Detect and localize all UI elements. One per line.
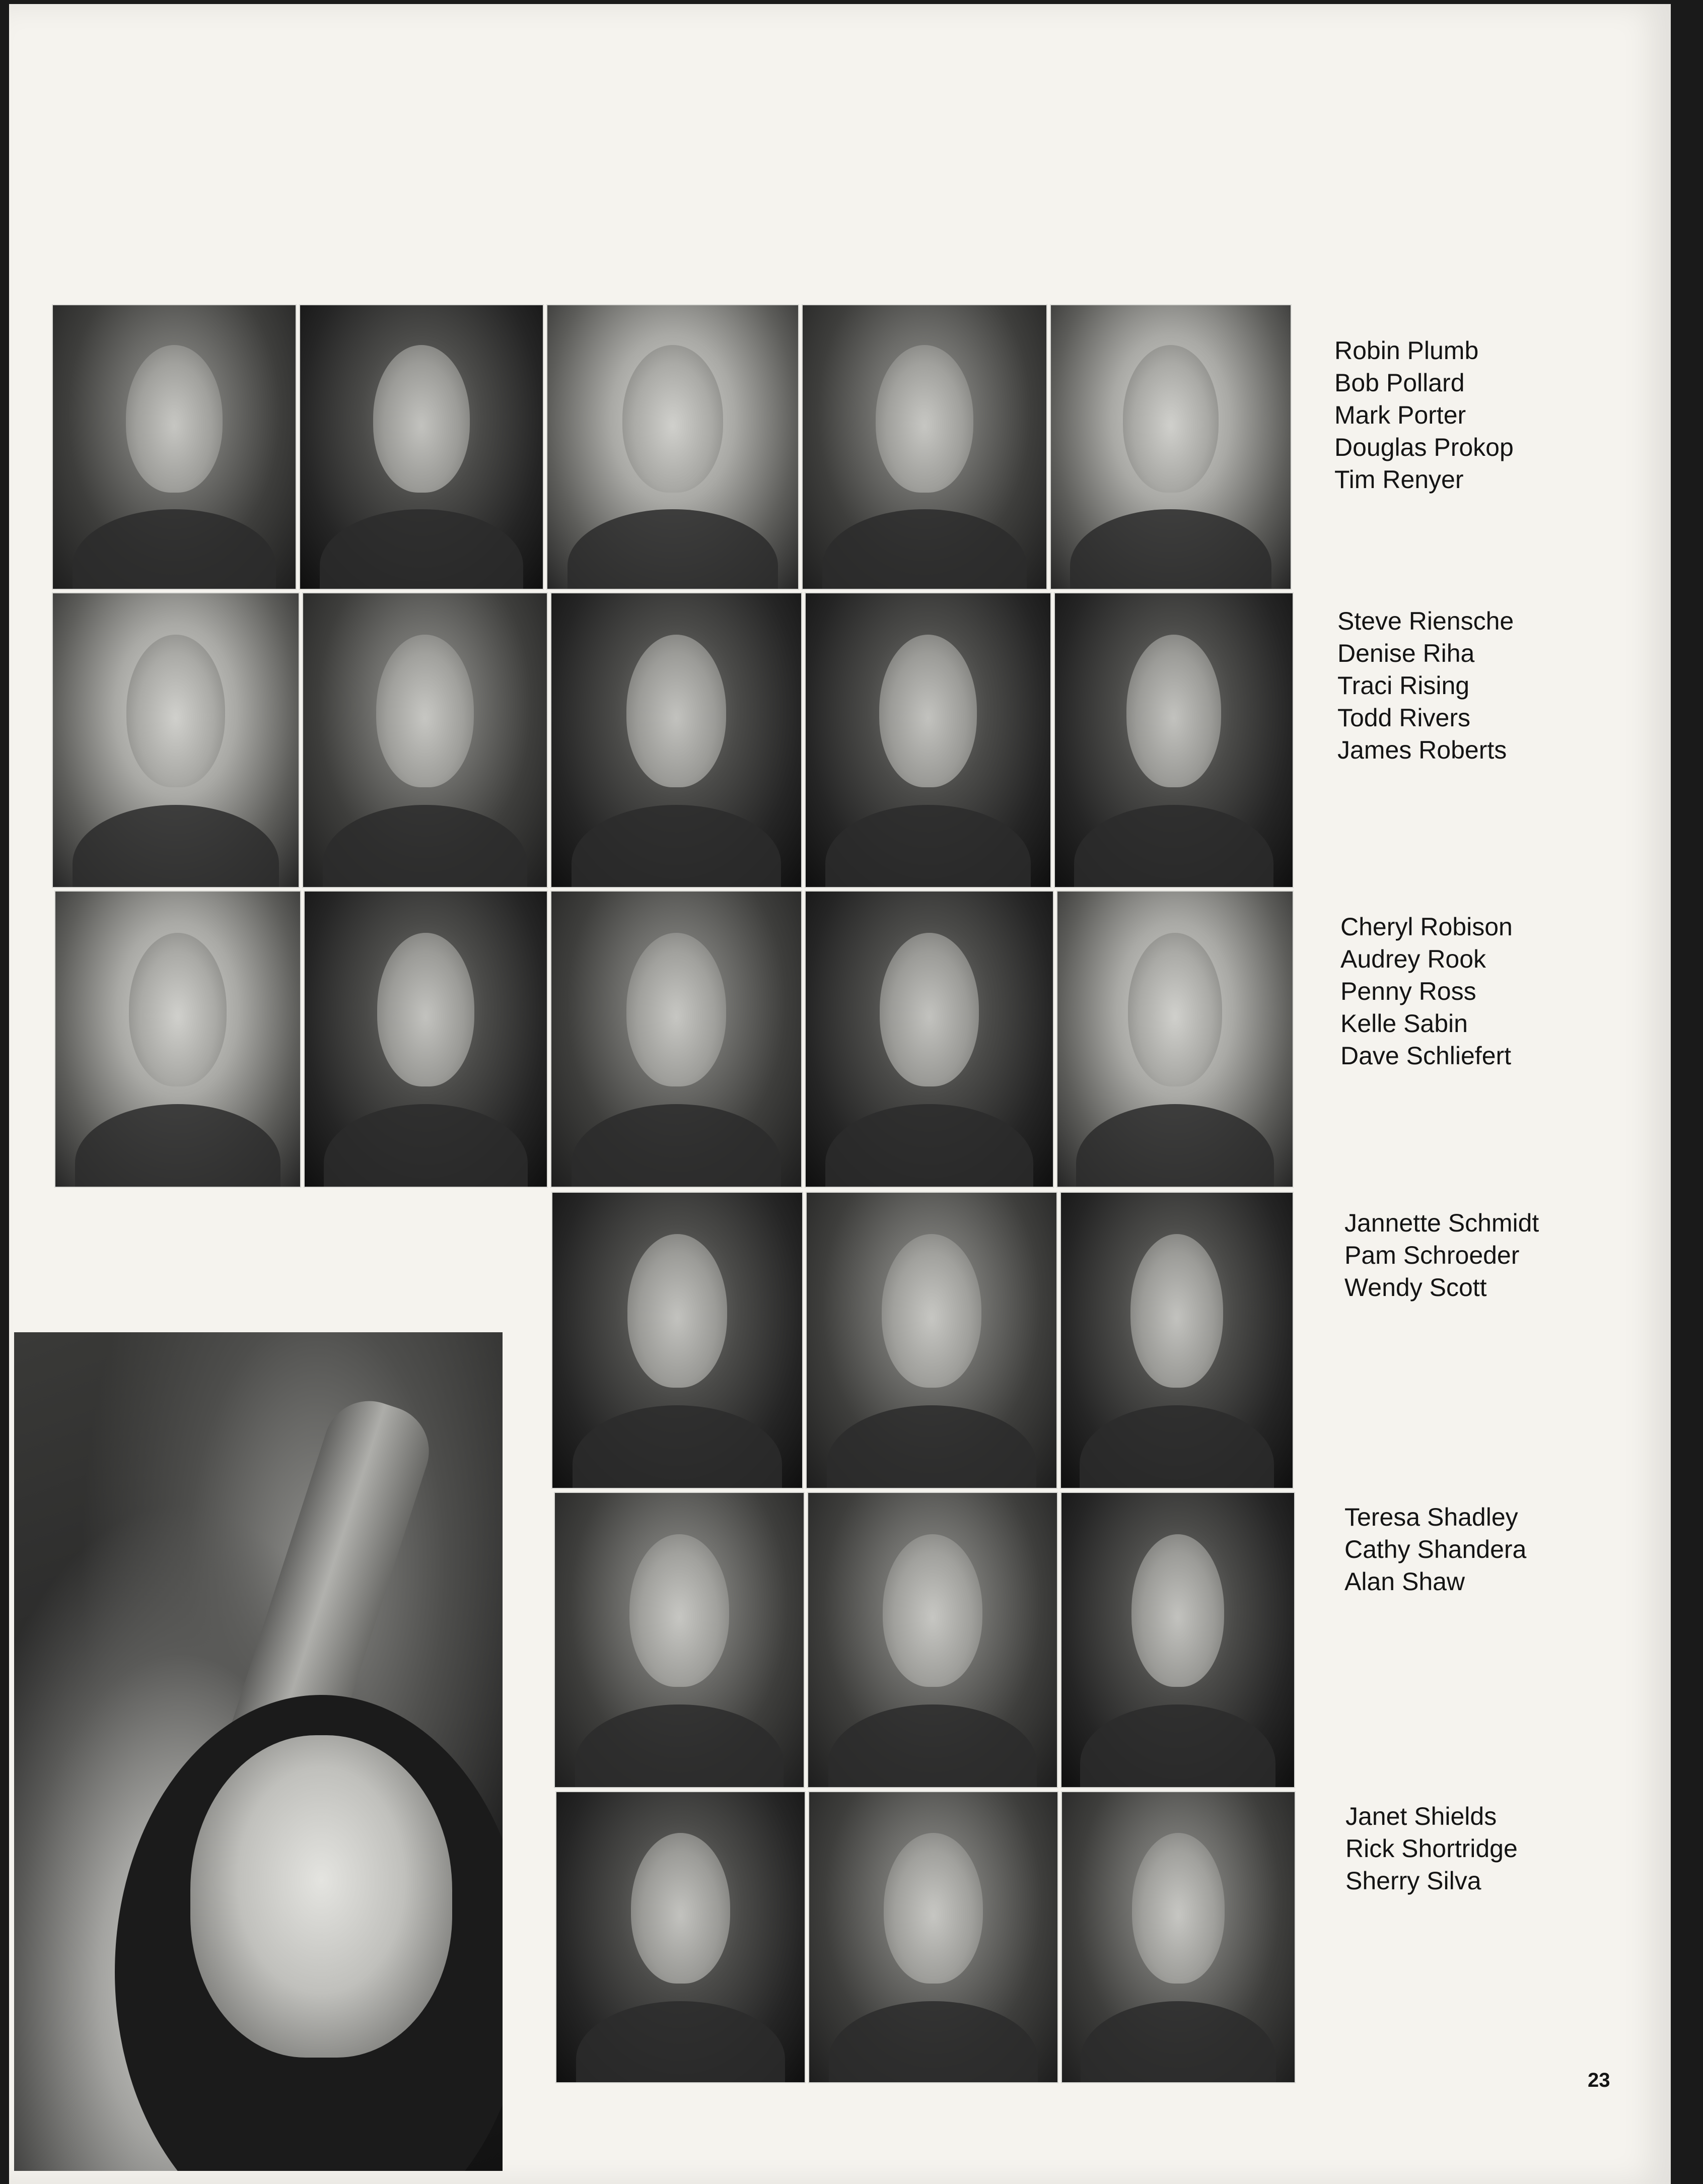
portrait-photo [546, 304, 799, 590]
portrait-photo [1054, 592, 1294, 888]
portrait-photo [554, 1492, 805, 1788]
portrait-photo [802, 304, 1047, 590]
portrait-photo [52, 304, 297, 590]
student-name: Todd Rivers [1337, 704, 1470, 732]
student-name: Dave Schliefert [1340, 1042, 1512, 1070]
student-name: Jannette Schmidt [1344, 1209, 1539, 1237]
student-name: James Roberts [1337, 736, 1507, 764]
portrait-photo [1061, 1791, 1296, 2083]
student-name: Robin Plumb [1334, 336, 1479, 365]
portrait-photo [805, 592, 1051, 888]
portrait-photo [302, 592, 548, 888]
student-name: Cathy Shandera [1344, 1535, 1527, 1563]
portrait-photo [1060, 1192, 1294, 1489]
name-list [1334, 334, 1514, 496]
student-name: Tim Renyer [1334, 465, 1464, 494]
portrait-photo [299, 304, 544, 590]
portrait-photo [550, 592, 802, 888]
portrait-photo [808, 1791, 1058, 2083]
portrait-photo [52, 592, 300, 888]
name-list [1344, 1207, 1539, 1304]
portrait-photo [805, 891, 1054, 1188]
page-number: 23 [1588, 2069, 1610, 2091]
student-name: Steve Riensche [1337, 607, 1514, 635]
name-list [1344, 1501, 1526, 1598]
name-list [1337, 605, 1514, 766]
student-name: Penny Ross [1340, 977, 1476, 1005]
student-name: Alan Shaw [1344, 1567, 1465, 1596]
portrait-photo [551, 1192, 803, 1489]
student-name: Kelle Sabin [1340, 1009, 1468, 1038]
student-name: Audrey Rook [1340, 945, 1486, 973]
portrait-photo [1050, 304, 1292, 590]
portrait-photo [304, 891, 548, 1188]
portrait-photo [54, 891, 301, 1188]
student-name: Wendy Scott [1344, 1273, 1487, 1302]
student-name: Douglas Prokop [1334, 433, 1514, 461]
student-name: Traci Rising [1337, 671, 1470, 700]
portrait-photo [550, 891, 802, 1188]
student-name: Teresa Shadley [1344, 1503, 1518, 1531]
candid-photo [14, 1332, 503, 2171]
student-name: Denise Riha [1337, 639, 1475, 667]
portrait-photo [806, 1192, 1057, 1489]
student-name: Mark Porter [1334, 401, 1466, 429]
name-list [1345, 1800, 1518, 1897]
student-name: Sherry Silva [1345, 1867, 1481, 1895]
student-name: Rick Shortridge [1345, 1834, 1518, 1863]
student-name: Cheryl Robison [1340, 913, 1513, 941]
name-list [1340, 911, 1513, 1072]
portrait-photo [555, 1791, 806, 2083]
portrait-photo [1060, 1492, 1295, 1788]
portrait-photo [807, 1492, 1058, 1788]
student-name: Janet Shields [1345, 1802, 1497, 1830]
student-name: Bob Pollard [1334, 369, 1465, 397]
portrait-photo [1056, 891, 1294, 1188]
student-name: Pam Schroeder [1344, 1241, 1520, 1269]
